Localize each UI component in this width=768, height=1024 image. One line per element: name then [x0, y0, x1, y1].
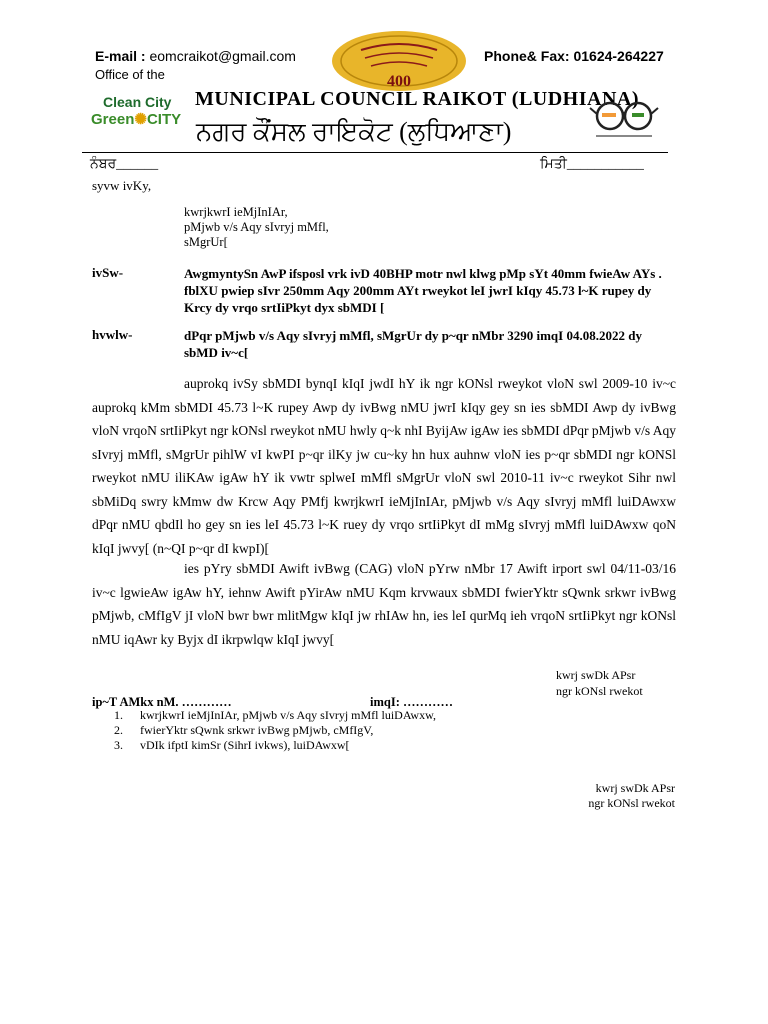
email-line [95, 48, 296, 64]
salutation: syvw ivKy, [92, 178, 152, 193]
seal-number: 400 [387, 73, 411, 90]
clean-city-logo [85, 92, 185, 140]
anniversary-seal-icon [331, 30, 467, 92]
body-paragraph-1: auprokq ivSy sbMDI bynqI kIqI jwdI hY ik ngr kONsl rweykot vloN swl 2009-10 iv~c auprokq kMm sbMDI 45.73 l~K rupey Awp dy ivBwg nMU jwrI kIqy gey sn ies sbMDI Awp dy ivBwg vloN vrqoN srtIiPkyt ngr kONsl rweykot nMU hwly q~k nhI ByijAw igAw ies sbMDI dPqr pMjwb v/s Aqy sIvryj mMfl, sMgrUr pihlW vI kwPI p~qr ilKy jw cu~ky hn hux auhnw vloN ies p~qr sbMDI ngr kONSl rweykot nMU iliKAw igAw hY ik vwtr splweI mMfl sMgrUr vloN swl 2010-11 iv~c rweykot Sihr nwl sbMiDq swry kMmw dw Krcw Aqy PMfj kwrjkwrI ieMjInIAr, pMjwb v/s Aqy sIvryj mMfl luiDAwxw dPqr nMU qbdIl ho gey sn ies leI 45.73 l~K ruey dy vrqo srtIiPkyt dI mMg sIvryj mMfl luiDAwxw qoN kIqI jwvy[ (n~QI p~qr dI kwpI)[ [92, 376, 676, 556]
reference-text: dPqr pMjwb v/s Aqy sIvryj mMfl, sMgrUr dy p~qr nMbr 3290 imqI 04.08.2022 dy sbMD iv~c[ [184, 328, 642, 360]
signature-title: kwrj swDk APsr [556, 668, 636, 682]
signature-office: ngr kONsl rwekot [556, 684, 643, 698]
body-paragraph-2: ies pYry sbMDI Awift ivBwg (CAG) vloN pYrw nMbr 17 Awift irport swl 04/11-03/16 iv~c lgwieAw igAw hY, iehnw Awift pYirAw nMU Kqm krvwaux sbMDI fwierYktr sQwnk srkwr ivBwg pMjwb, cMfIgV jI vloN bwr bwr mlitMgw kIqI jw rhIAw hn, ies leI qurMq ieh vrqoN srtIiPkyt ngr kONsl nMU iqAwr ky Byjx dI ikrpwlqw kIqI jwvy[ [92, 561, 676, 647]
letter-date: ਮਿਤੀ___________ [540, 157, 644, 172]
addressee-line: sMgrUr[ [184, 235, 228, 249]
list-item: 1. kwrjkwrI ieMjInIAr, pMjwb v/s Aqy sIvryj mMfl luiDAwxw, [114, 708, 436, 722]
signature-block-2 [582, 781, 675, 811]
addressee-block [184, 205, 329, 250]
addressee-line: pMjwb v/s Aqy sIvryj mMfl, [184, 220, 329, 234]
addressee-line: kwrjkwrI ieMjInIAr, [184, 205, 288, 219]
clean-city-text: Clean City [103, 94, 172, 110]
municipal-title-pa: ਨਗਰ ਕੌਂਸਲ ਰਾਇਕੋਟ (ਲੁਧਿਆਣਾ) [196, 117, 512, 146]
subject-text: AwgmyntySn AwP ifsposl vrk ivD 40BHP motr nwl klwg pMp sYt 40mm fwieAw AYs . fblXU pwiep sIvr 250mm Aqy 200mm AYt rweykot leI jwrI kIqy 45.73 l~K rupey dy Krcy dy vrqo srtIiPkyt dyx sbMDI [ [184, 266, 662, 315]
copy-to-list [114, 708, 436, 753]
signature-title: kwrj swDk APsr [595, 781, 675, 795]
email-label: E-mail : [95, 48, 146, 64]
email-address[interactable]: eomcraikot@gmail.com [149, 48, 296, 64]
swachh-bharat-glasses-icon [588, 98, 660, 142]
list-item: 2. fwierYktr sQwnk srkwr ivBwg pMjwb, cMfIgV, [114, 723, 374, 737]
endorsement-number: ip~T AMkx nM. ………… [92, 695, 232, 709]
green-city-text: Green✺CITY [91, 111, 182, 128]
office-of-label: Office of the [95, 67, 165, 82]
signature-office: ngr kONsl rwekot [588, 796, 675, 810]
letter-number: ਨੰਬਰ______ [90, 157, 159, 172]
phone-fax: Phone& Fax: 01624-264227 [484, 48, 664, 64]
header-divider [82, 152, 668, 153]
reference-label: hvwlw- [92, 327, 133, 342]
subject-label: ivSw- [92, 265, 124, 280]
signature-block-1 [556, 667, 643, 699]
list-item: 3. vDIk ifptI kimSr (SihrI ivkws), luiDAwxw[ [114, 738, 350, 752]
endorsement-date: imqI: ………… [370, 695, 453, 709]
municipal-title-en: MUNICIPAL COUNCIL RAIKOT (LUDHIANA) [195, 88, 640, 110]
